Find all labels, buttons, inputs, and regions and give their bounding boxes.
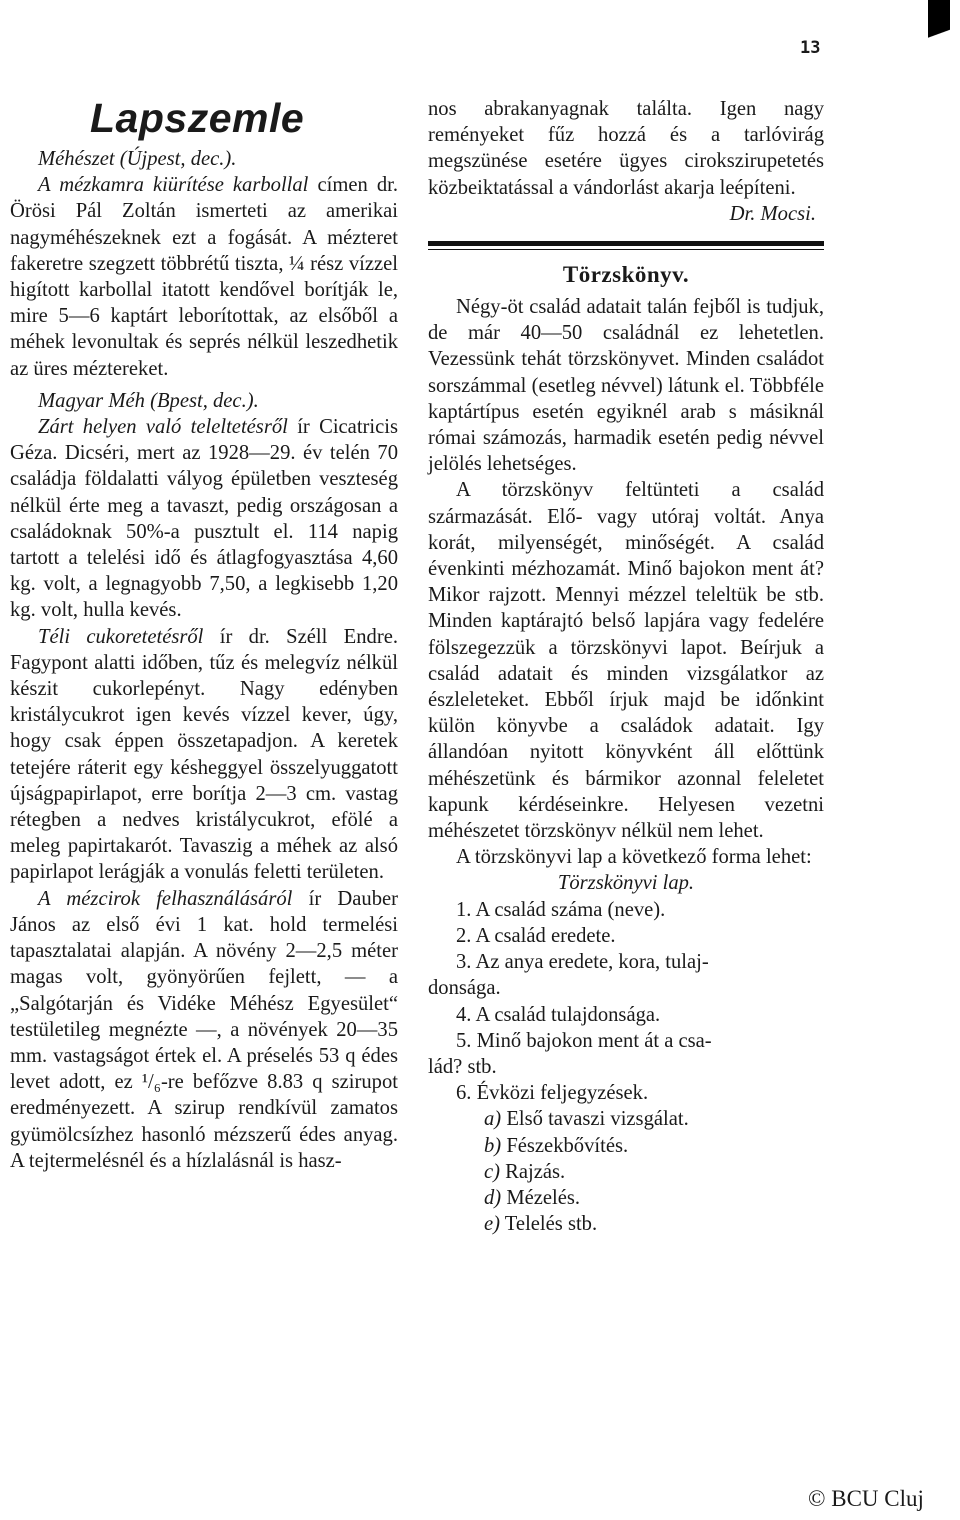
- page-number: 13: [800, 38, 821, 58]
- list-item: 3. Az anya eredete, kora, tulaj-: [456, 951, 709, 974]
- review-paragraph: A mézkamra kiürítése karbollal címen dr. Örösi Pál Zoltán ismerteti az amerikai nagyméhészeknek ezt a fogását. A mézteret fakeretre szegzett többrétű tiszta, ¼ rész vízzel higított karbollal itatott kendővel borítják le, mire 5—6 kaptárt leborítottak, az elsőből a méhek levonultak és seprés nélkül leszedhetik az üres méztereket.: [10, 174, 398, 380]
- left-column: [10, 96, 398, 1174]
- review-source: Méhészet (Újpest, dec.).: [38, 148, 237, 170]
- list-item: 1. A család száma (neve).: [456, 898, 666, 921]
- page-title: Lapszemle: [90, 95, 305, 141]
- sub-list-item: c) Rajzás.: [484, 1160, 566, 1183]
- sub-list-item: d) Mézelés.: [484, 1186, 581, 1209]
- review-source: Magyar Méh (Bpest, dec.).: [38, 389, 259, 412]
- list-item: 4. A család tulajdonsága.: [456, 1003, 661, 1026]
- sub-list-item: a) Első tavaszi vizsgálat.: [484, 1108, 689, 1131]
- article-title: Zárt helyen való teleltetésről: [38, 416, 288, 439]
- copyright-watermark: © BCU Cluj: [808, 1486, 924, 1511]
- review-paragraph: Téli cukoretetésről ír dr. Széll Endre. Fagypont alatti időben, tűz és melegvíz nélkül készit cukorlepényt. Nagy edényben kristálycukrot igen kevés vízzel kever, úgy, hogy csak éppen összetapadjon. A keretek tetejére ráterit egy késheggyel összelyuggatott újságpapirlapot, erre borítja 2—3 cm. vastag rétegben a nedves kristálycukrot, efölé a meleg papirtakarót. Tavaszig a méhek az alsó papirlapot lerágják a vonulás feletti területen.: [10, 625, 398, 884]
- section-title: Törzskönyv.: [562, 262, 690, 288]
- right-column: [428, 96, 824, 1237]
- form-title: Törzskönyvi lap.: [557, 872, 695, 895]
- article-title: A mézkamra kiürítése karbollal: [38, 174, 309, 197]
- article-paragraph: A törzskönyvi lap a következő forma lehet:: [456, 846, 812, 869]
- sub-list-item: b) Fészekbővítés.: [484, 1134, 629, 1157]
- review-paragraph: A mézcirok felhasználásáról ír Dauber János az első évi 1 kat. hold termelési tapasztalatai alapján. A növény 2—2,5 méter magas volt, gyönyörűen fejlett, — a „Salgótarján és Vidéke Méhész Egyesület“ testületileg megnézte —, a növények 20—35 mm. vastagságot értek el. A préselés 53 q édes levet adott, ez ¹/₆-re befőzve 8.83 q szirupot eredményezett. A szirup rendkívül zamatos gyümölcsízhez hasonló mézszerű édes anyag. A tejtermelésnél és a hízlalásnál is hasz-: [10, 887, 398, 1172]
- review-paragraph: Zárt helyen való teleltetésről ír Cicatricis Géza. Dicséri, mert az 1928—29. év telén 70 családja földalatti vályog épületben veszteség nélkül érte meg a tavaszt, pedig országosan a családoknak 50%-a pusztult el. 114 napig tartott a telelési idő és átlagfogyasztása 4,60 kg. volt, a legnagyobb 7,50, a legkisebb 1,20 kg. volt, hulla kevés.: [10, 416, 399, 622]
- section-divider: [428, 241, 824, 250]
- list-item-continuation: donsága.: [428, 977, 501, 1000]
- article-title: A mézcirok felhasználásáról: [38, 887, 293, 910]
- author-signature: Dr. Mocsi.: [729, 202, 816, 225]
- scan-corner-mark: [928, 0, 950, 60]
- article-title: Téli cukoretetésről: [38, 625, 204, 648]
- article-paragraph: A törzskönyv feltünteti a család származását. Elő- vagy utóraj voltát. Anya korát, milyenségét, minőségét. A család évenkinti mézhozamát. Minő bajokon ment át? Mikor rajzott. Mennyi mézzel teleltük be stb. Minden kaptárajtó belső lapjára vagy fedelére fölszegezzük a törzskönyvi lapot. Beírjuk a család adatait és minden vizsgálatkor az észleleteket. Ebből írjuk majd be időnkint külön könyvbe a családok adatait. Igy állandóan nyitott könyvként áll előttünk méhészetünk és bármikor azonnal feleletet kapunk kérdéseinkre. Helyesen vezetni méhészetet törzskönyv nélkül nem lehet.: [428, 479, 824, 843]
- review-paragraph: nos abrakanyagnak találta. Igen nagy reményeket fűz hozzá és a tarlóvirág megszünése esetére ügyes cirokszirupetetés közbeiktatással a vándorlást akarja leépíteni.: [428, 98, 824, 199]
- article-paragraph: Négy-öt család adatait talán fejből is tudjuk, de már 40—50 családnál ez lehetetlen. Vezessünk tehát törzskönyvet. Minden családot sorszámmal (esetleg névvel) látunk el. Többféle kaptártípus esetén egyiknél arab s másiknál római számozás, harmadik esetén pedig névvel jelölés lehetséges.: [428, 296, 824, 476]
- list-item: 5. Minő bajokon ment át a csa-: [456, 1029, 712, 1052]
- list-item: 2. A család eredete.: [456, 924, 616, 947]
- sub-list-item: e) Telelés stb.: [484, 1213, 598, 1236]
- list-item: 6. Évközi feljegyzések.: [456, 1082, 649, 1105]
- list-item-continuation: lád? stb.: [428, 1055, 497, 1078]
